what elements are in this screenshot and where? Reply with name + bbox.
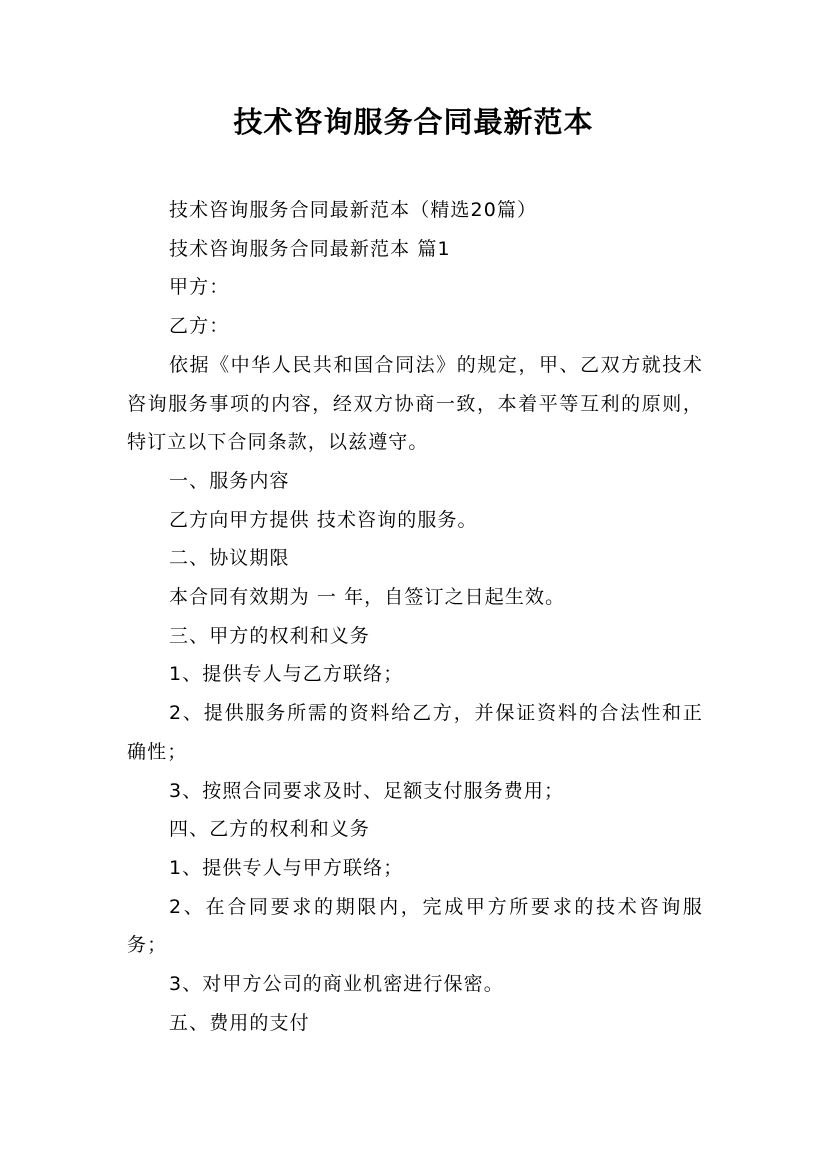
document-title: 技术咨询服务合同最新范本 (233, 105, 594, 139)
list-item: 3、对甲方公司的商业机密进行保密。 (169, 973, 504, 996)
paragraph-preamble: 依据《中华人民共和国合同法》的规定，甲、乙双方就技术咨询服务事项的内容，经双方协商一致，本着平等互利的原则，特订立以下合同条款，以兹遵守。 (127, 353, 703, 454)
list-item: 1、提供专人与甲方联络； (169, 856, 404, 879)
document-body (127, 191, 703, 1042)
heading-service-content: 一、服务内容 (169, 469, 290, 492)
paragraph-section-heading: 技术咨询服务合同最新范本 篇1 (169, 237, 451, 260)
list-item: 2、在合同要求的期限内，完成甲方所要求的技术咨询服务； (127, 895, 703, 957)
heading-party-a-rights: 三、甲方的权利和义务 (169, 624, 371, 647)
list-item: 3、按照合同要求及时、足额支付服务费用； (169, 779, 565, 802)
paragraph-service-content: 乙方向甲方提供 技术咨询的服务。 (169, 508, 478, 531)
list-item: 2、提供服务所需的资料给乙方，并保证资料的合法性和正确性； (127, 702, 703, 763)
heading-fee-payment: 五、费用的支付 (169, 1011, 310, 1034)
paragraph-party-b: 乙方： (169, 315, 230, 338)
paragraph-subtitle: 技术咨询服务合同最新范本（精选20篇） (169, 199, 538, 221)
list-item: 1、提供专人与乙方联络； (169, 663, 404, 686)
heading-agreement-term: 二、协议期限 (169, 547, 290, 570)
heading-party-b-rights: 四、乙方的权利和义务 (169, 818, 371, 841)
paragraph-agreement-term: 本合同有效期为 一 年，自签订之日起生效。 (169, 586, 566, 609)
paragraph-party-a: 甲方： (169, 276, 230, 299)
